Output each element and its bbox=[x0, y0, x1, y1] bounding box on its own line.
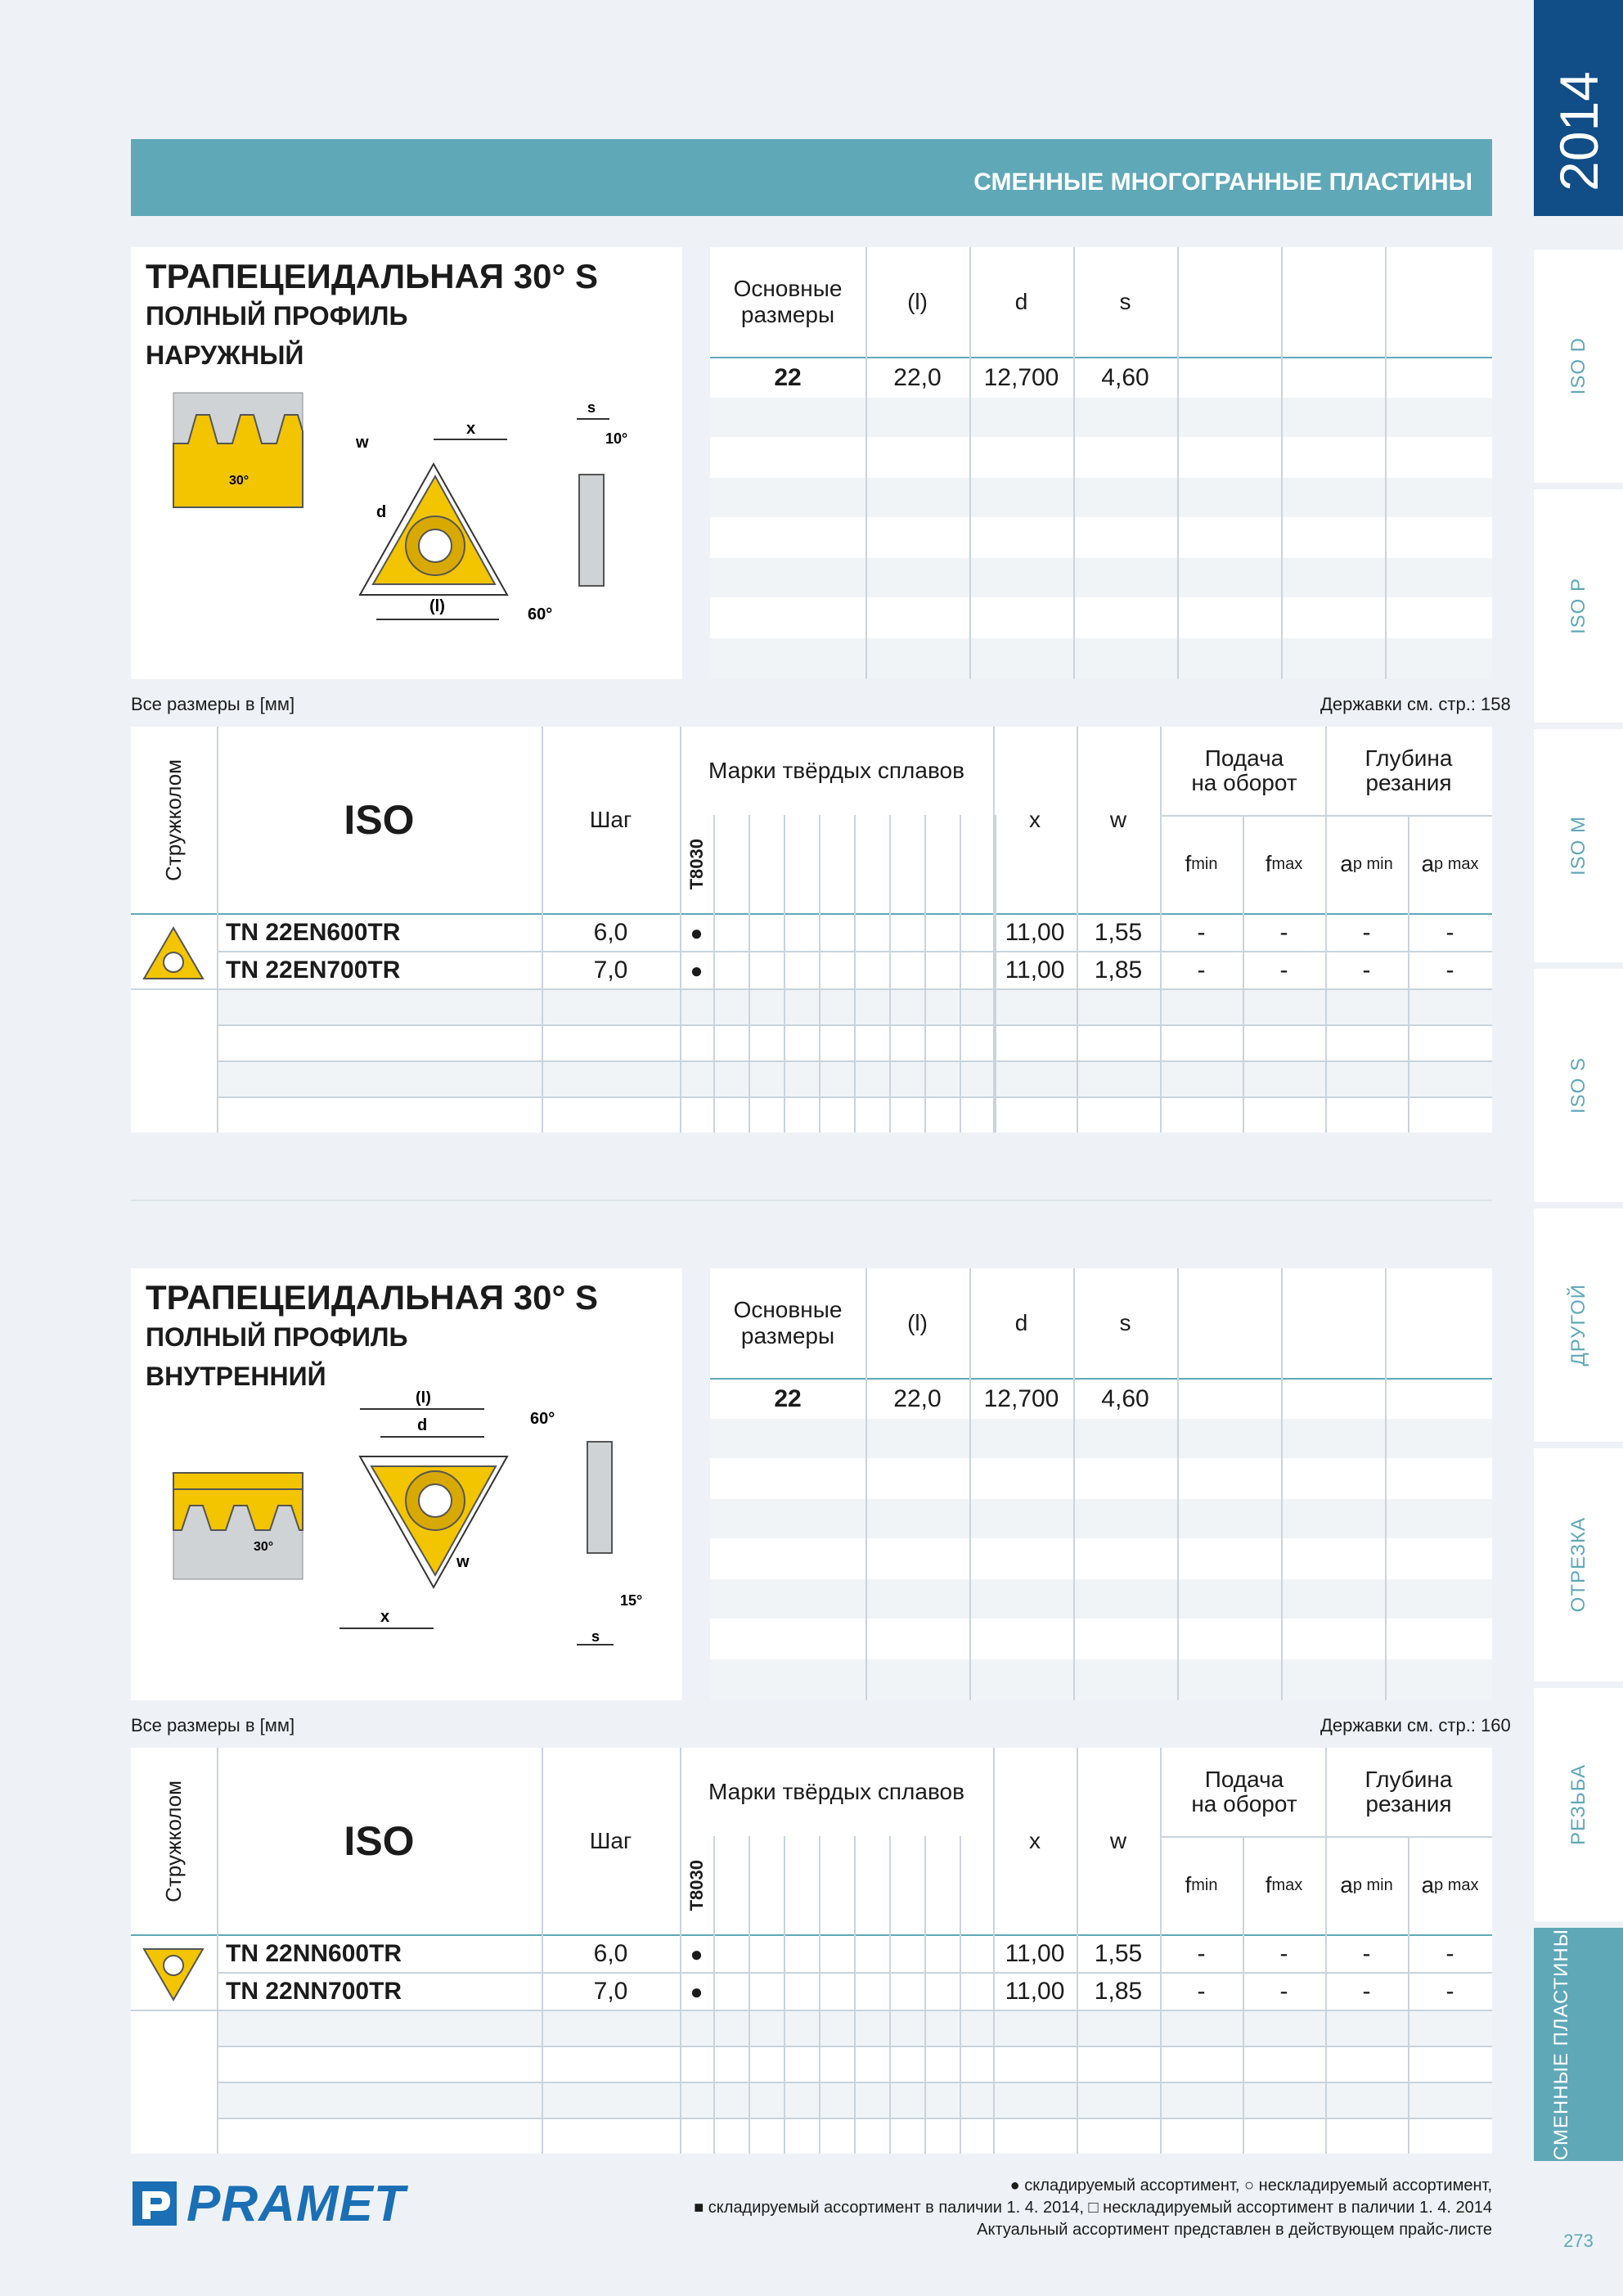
angle-30-label: 30° bbox=[229, 474, 250, 488]
grade-code: T8030 bbox=[686, 1859, 707, 1911]
pitch: 6,0 bbox=[593, 1940, 628, 1967]
pitch: 7,0 bbox=[593, 1978, 628, 2005]
fmax-value: - bbox=[1279, 1940, 1288, 1967]
product-title: ТРАПЕЦЕИДАЛЬНАЯ 30° S bbox=[146, 1278, 598, 1317]
dims-size: 22 bbox=[774, 1385, 802, 1412]
stock-dot: ● bbox=[690, 920, 704, 945]
pitch: 7,0 bbox=[593, 957, 628, 984]
header-x: x bbox=[1029, 807, 1041, 832]
header-apmin: a p min bbox=[1340, 1872, 1393, 1898]
chipbreaker-icon bbox=[142, 926, 205, 980]
header-pitch: Шаг bbox=[589, 807, 632, 832]
header-d: d bbox=[1014, 289, 1028, 314]
holders-note: Державки см. стр.: 158 bbox=[1320, 694, 1511, 714]
legend-line-3: Актуальный ассортимент представлен в действующем прайс-листе bbox=[977, 2221, 1492, 2239]
grades-table-external bbox=[131, 727, 1492, 1132]
year-label: 2014 bbox=[1548, 71, 1609, 191]
dim-l-label: (l) bbox=[416, 1391, 431, 1407]
apmax-value: - bbox=[1445, 1978, 1454, 2005]
header-apmax: a p max bbox=[1421, 1872, 1479, 1898]
x-value: 11,00 bbox=[1005, 957, 1065, 984]
iso-code: TN 22NN700TR bbox=[226, 1978, 402, 2005]
w-value: 1,55 bbox=[1094, 919, 1143, 946]
angle-10-label: 10° bbox=[605, 430, 628, 447]
angle-30-label: 30° bbox=[254, 1540, 274, 1554]
header-pitch: Шаг bbox=[589, 1828, 632, 1853]
w-value: 1,85 bbox=[1094, 957, 1143, 984]
stock-dot: ● bbox=[690, 957, 704, 983]
header-chipbreaker: Стружколом bbox=[161, 759, 186, 881]
pitch: 6,0 bbox=[593, 919, 628, 946]
x-value: 11,00 bbox=[1005, 1940, 1065, 1967]
header-chipbreaker: Стружколом bbox=[161, 1780, 186, 1902]
fmax-value: - bbox=[1279, 957, 1288, 984]
units-note: Все размеры в [мм] bbox=[131, 694, 295, 714]
stock-dot: ● bbox=[690, 1979, 704, 2004]
tab-parting[interactable]: ОТРЕЗКА bbox=[1534, 1448, 1623, 1681]
dim-d-label: d bbox=[376, 503, 387, 521]
header-feed: Подача на оборот bbox=[1191, 1767, 1297, 1817]
insert-side-view bbox=[577, 1442, 642, 1645]
header-depth: Глубина резания bbox=[1364, 745, 1453, 795]
apmin-value: - bbox=[1362, 919, 1371, 946]
pramet-logo-icon bbox=[131, 2180, 178, 2227]
apmin-value: - bbox=[1362, 957, 1371, 984]
year-tab bbox=[1534, 0, 1623, 216]
iso-code: TN 22EN700TR bbox=[226, 957, 401, 984]
stock-dot: ● bbox=[690, 1941, 704, 1966]
insert-side-view bbox=[577, 399, 627, 586]
product-subtitle: ПОЛНЫЙ ПРОФИЛЬ bbox=[146, 1322, 408, 1352]
brand-logo bbox=[131, 2175, 406, 2232]
apmin-value: - bbox=[1362, 1978, 1371, 2005]
insert-top-view bbox=[339, 1391, 555, 1628]
section-header bbox=[131, 139, 1492, 216]
units-note: Все размеры в [мм] bbox=[131, 1715, 295, 1736]
header-iso: ISO bbox=[344, 1818, 415, 1864]
dim-x-label: x bbox=[466, 420, 476, 438]
header-feed: Подача на оборот bbox=[1191, 745, 1297, 795]
apmax-value: - bbox=[1445, 1940, 1454, 1967]
dims-l: 22,0 bbox=[893, 1385, 942, 1412]
section-divider bbox=[131, 1200, 1492, 1201]
product-subtitle: ПОЛНЫЙ ПРОФИЛЬ bbox=[146, 301, 408, 331]
header-d: d bbox=[1014, 1310, 1028, 1335]
dims-s: 4,60 bbox=[1101, 364, 1149, 391]
header-apmax: a p max bbox=[1421, 851, 1479, 876]
dim-w-label: w bbox=[456, 1553, 470, 1571]
dimensions-table-external bbox=[710, 247, 1492, 679]
grade-code: T8030 bbox=[686, 838, 707, 890]
product-panel-internal bbox=[131, 1268, 682, 1700]
header-w: w bbox=[1109, 807, 1127, 832]
stock-legend bbox=[694, 2175, 1492, 2241]
insert-top-view bbox=[355, 420, 552, 624]
iso-code: TN 22EN600TR bbox=[226, 919, 401, 946]
tab-threading[interactable]: РЕЗЬБА bbox=[1534, 1688, 1623, 1921]
product-title: ТРАПЕЦЕИДАЛЬНАЯ 30° S bbox=[146, 257, 598, 295]
w-value: 1,85 bbox=[1094, 1978, 1143, 2005]
fmin-value: - bbox=[1197, 1940, 1206, 1967]
header-l: (l) bbox=[907, 289, 928, 314]
tab-other[interactable]: ДРУГОЙ bbox=[1534, 1209, 1623, 1442]
dims-l: 22,0 bbox=[893, 364, 942, 391]
tab-iso-d[interactable]: ISO D bbox=[1534, 250, 1623, 483]
dims-s: 4,60 bbox=[1101, 1385, 1149, 1412]
product-type: НАРУЖНЫЙ bbox=[146, 340, 304, 370]
iso-code: TN 22NN600TR bbox=[226, 1940, 402, 1967]
legend-line-2: ■ складируемый ассортимент в паличии 1. 4. 2014, □ нескладируемый ассортимент в паличии 1. 4. 2014 bbox=[694, 2199, 1492, 2217]
dim-w-label: w bbox=[356, 434, 369, 452]
insert-drawing-external bbox=[131, 370, 682, 679]
dims-d: 12,700 bbox=[983, 1385, 1059, 1412]
product-panel-external bbox=[131, 247, 682, 679]
header-iso: ISO bbox=[344, 797, 415, 843]
header-fmin: f min bbox=[1185, 1872, 1218, 1898]
header-apmin: a p min bbox=[1340, 851, 1393, 876]
thread-profile-drawing bbox=[173, 1473, 303, 1579]
header-s: s bbox=[1119, 289, 1131, 314]
x-value: 11,00 bbox=[1005, 1978, 1065, 2005]
header-fmin: f min bbox=[1185, 851, 1218, 876]
header-w: w bbox=[1109, 1828, 1127, 1853]
x-value: 11,00 bbox=[1005, 919, 1065, 946]
angle-60-label: 60° bbox=[530, 1410, 555, 1428]
fmin-value: - bbox=[1197, 919, 1206, 946]
page-number: 273 bbox=[1563, 2231, 1594, 2251]
header-basic-dims: Основные размеры bbox=[733, 1297, 843, 1348]
header-x: x bbox=[1029, 1828, 1041, 1853]
tab-iso-s[interactable]: ISO S bbox=[1534, 969, 1623, 1202]
header-basic-dims: Основные размеры bbox=[733, 276, 843, 327]
section-title: СМЕННЫЕ МНОГОГРАННЫЕ ПЛАСТИНЫ bbox=[973, 169, 1472, 196]
header-depth: Глубина резания bbox=[1364, 1767, 1453, 1817]
fmin-value: - bbox=[1197, 1978, 1206, 2005]
holders-page: 158 bbox=[1481, 694, 1511, 714]
dims-d: 12,700 bbox=[983, 364, 1059, 391]
holders-note: Державки см. стр.: 160 bbox=[1320, 1715, 1511, 1736]
thread-profile-drawing bbox=[173, 393, 303, 507]
tab-iso-m[interactable]: ISO M bbox=[1534, 729, 1623, 962]
chipbreaker-icon bbox=[142, 1947, 205, 2001]
angle-15-label: 15° bbox=[620, 1592, 643, 1609]
fmin-value: - bbox=[1197, 957, 1206, 984]
apmin-value: - bbox=[1362, 1940, 1371, 1967]
header-grades: Марки твёрдых сплавов bbox=[708, 758, 964, 783]
brand-name: PRAMET bbox=[187, 2175, 406, 2232]
dim-l-label: (l) bbox=[429, 597, 445, 615]
grades-table-internal bbox=[131, 1748, 1492, 2154]
dim-s-label: s bbox=[587, 399, 596, 416]
header-s: s bbox=[1119, 1310, 1131, 1335]
legend-line-1: ● складируемый ассортимент, ○ нескладируемый ассортимент, bbox=[1009, 2177, 1492, 2195]
fmax-value: - bbox=[1279, 1978, 1288, 2005]
holders-page: 160 bbox=[1481, 1715, 1511, 1736]
tab-indexable-inserts[interactable]: СМЕННЫЕ ПЛАСТИНЫ bbox=[1534, 1928, 1623, 2161]
header-fmax: f max bbox=[1265, 851, 1303, 876]
fmax-value: - bbox=[1279, 919, 1288, 946]
header-l: (l) bbox=[907, 1310, 928, 1335]
insert-drawing-internal bbox=[131, 1391, 682, 1700]
header-fmax: f max bbox=[1265, 1872, 1303, 1898]
product-type: ВНУТРЕННИЙ bbox=[146, 1362, 326, 1391]
dim-d-label: d bbox=[417, 1416, 428, 1434]
dimensions-table-internal bbox=[710, 1268, 1492, 1700]
apmax-value: - bbox=[1445, 919, 1454, 946]
apmax-value: - bbox=[1445, 957, 1454, 984]
tab-iso-p[interactable]: ISO P bbox=[1534, 489, 1623, 723]
header-grades: Марки твёрдых сплавов bbox=[708, 1779, 964, 1804]
dims-size: 22 bbox=[774, 364, 802, 391]
angle-60-label: 60° bbox=[528, 606, 553, 624]
dim-s-label: s bbox=[591, 1628, 600, 1645]
dim-x-label: x bbox=[380, 1608, 390, 1626]
w-value: 1,55 bbox=[1094, 1940, 1143, 1967]
